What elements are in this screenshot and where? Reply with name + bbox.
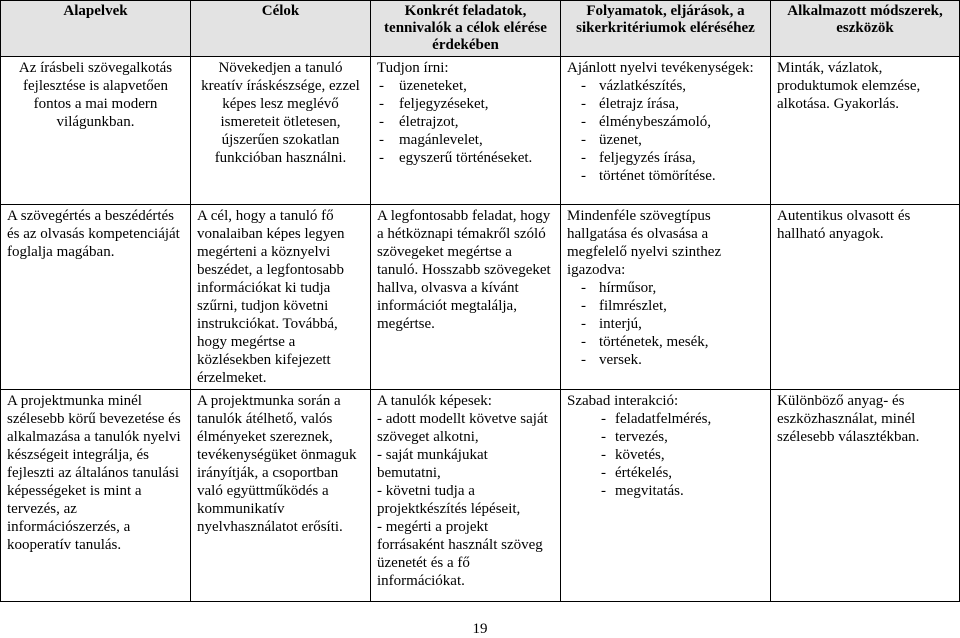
process-intro: Ajánlott nyelvi tevékenységek:	[567, 60, 754, 76]
list-item: - versek.	[567, 351, 764, 369]
tasks-cell	[371, 390, 561, 602]
list-item: - történet tömörítése.	[567, 167, 764, 185]
list-item: - saját munkájukat bemutatni,	[377, 447, 488, 481]
header-tasks: Konkrét feladatok, tennivalók a célok elérése érdekében	[371, 1, 561, 57]
table-row	[1, 390, 960, 602]
list-item: - adott modellt követve saját szöveget alkotni,	[377, 411, 548, 445]
table-row	[1, 57, 960, 205]
list-item: - élménybeszámoló,	[567, 113, 764, 131]
process-intro: Szabad interakció:	[567, 393, 679, 409]
principle-cell: A projektmunka minél szélesebb körű bevezetése és alkalmazása a tanulók nyelvi készségeit integrálja, és fejleszti az általános tanulási képességeket is mint a tervezés, az információszerzés, a kooperatív tanulás.	[1, 390, 191, 602]
methods-cell: Különböző anyag- és eszközhasználat, minél szélesebb választékban.	[771, 390, 960, 602]
tasks-cell	[371, 57, 561, 205]
principle-cell: A szövegértés a beszédértés és az olvasás kompetenciáját foglalja magában.	[1, 205, 191, 390]
tasks-intro: A tanulók képesek:	[377, 393, 492, 409]
tasks-cell: A legfontosabb feladat, hogy a hétköznapi témakről szóló szövegeket megértse a tanuló. Hosszabb szövegeket hallva, olvasva a kívánt információt megtalálja, megértse.	[371, 205, 561, 390]
methods-cell: Minták, vázlatok, produktumok elemzése, alkotása. Gyakorlás.	[771, 57, 960, 205]
header-methods: Alkalmazott módszerek, eszközök	[771, 1, 960, 57]
list-item: - interjú,	[567, 315, 764, 333]
list-item: - feljegyzés írása,	[567, 149, 764, 167]
process-cell	[561, 205, 771, 390]
list-item: - követés,	[567, 446, 764, 464]
process-cell	[561, 390, 771, 602]
goal-cell: A projektmunka során a tanulók átélhető, valós élményeket szereznek, tevékenységüket önmaguk irányítják, a csoportban való együttműködés a kommunikatív nyelvhasználatot erősíti.	[191, 390, 371, 602]
list-item: - hírműsor,	[567, 279, 764, 297]
list-item: - vázlatkészítés,	[567, 77, 764, 95]
list-item: - feljegyzéseket,	[377, 95, 554, 113]
goal-cell: Növekedjen a tanuló kreatív íráskészsége, ezzel képes lesz meglévő ismereteit ötletesen, újszerűen szokatlan funkcióban használni.	[191, 57, 371, 205]
list-item: - tervezés,	[567, 428, 764, 446]
list-item: - történetek, mesék,	[567, 333, 764, 351]
process-cell	[561, 57, 771, 205]
list-item: - életrajzot,	[377, 113, 554, 131]
table-row	[1, 205, 960, 390]
list-item: - egyszerű történéseket.	[377, 149, 554, 167]
list-item: - filmrészlet,	[567, 297, 764, 315]
methods-cell: Autentikus olvasott és hallható anyagok.	[771, 205, 960, 390]
list-item: - életrajz írása,	[567, 95, 764, 113]
list-item: - megérti a projekt forrásaként használt szöveg üzenetét és a fő információkat.	[377, 519, 543, 589]
goal-cell: A cél, hogy a tanuló fő vonalaiban képes legyen megérteni a köznyelvi beszédet, a legfontosabb információkat ki tudja szűrni, tudjon követni instrukciókat. Továbbá, hogy megértse a közlésekben kifejezett érzelmeket.	[191, 205, 371, 390]
list-item: - üzeneteket,	[377, 77, 554, 95]
process-intro: Mindenféle szövegtípus hallgatása és olvasása a megfelelő nyelvi szinthez igazodva:	[567, 208, 722, 278]
header-principles: Alapelvek	[1, 1, 191, 57]
list-item: - követni tudja a projektkészítés lépéseit,	[377, 483, 521, 517]
tasks-intro: Tudjon írni:	[377, 60, 449, 76]
list-item: - magánlevelet,	[377, 131, 554, 149]
list-item: - üzenet,	[567, 131, 764, 149]
list-item: - megvitatás.	[567, 482, 764, 500]
header-row	[1, 1, 960, 57]
page-number: 19	[472, 621, 488, 637]
principle-cell: Az írásbeli szövegalkotás fejlesztése is alapvetően fontos a mai modern világunkban.	[1, 57, 191, 205]
header-goals: Célok	[191, 1, 371, 57]
list-item: - feladatfelmérés,	[567, 410, 764, 428]
header-processes: Folyamatok, eljárások, a sikerkritériumok eléréséhez	[561, 1, 771, 57]
list-item: - értékelés,	[567, 464, 764, 482]
